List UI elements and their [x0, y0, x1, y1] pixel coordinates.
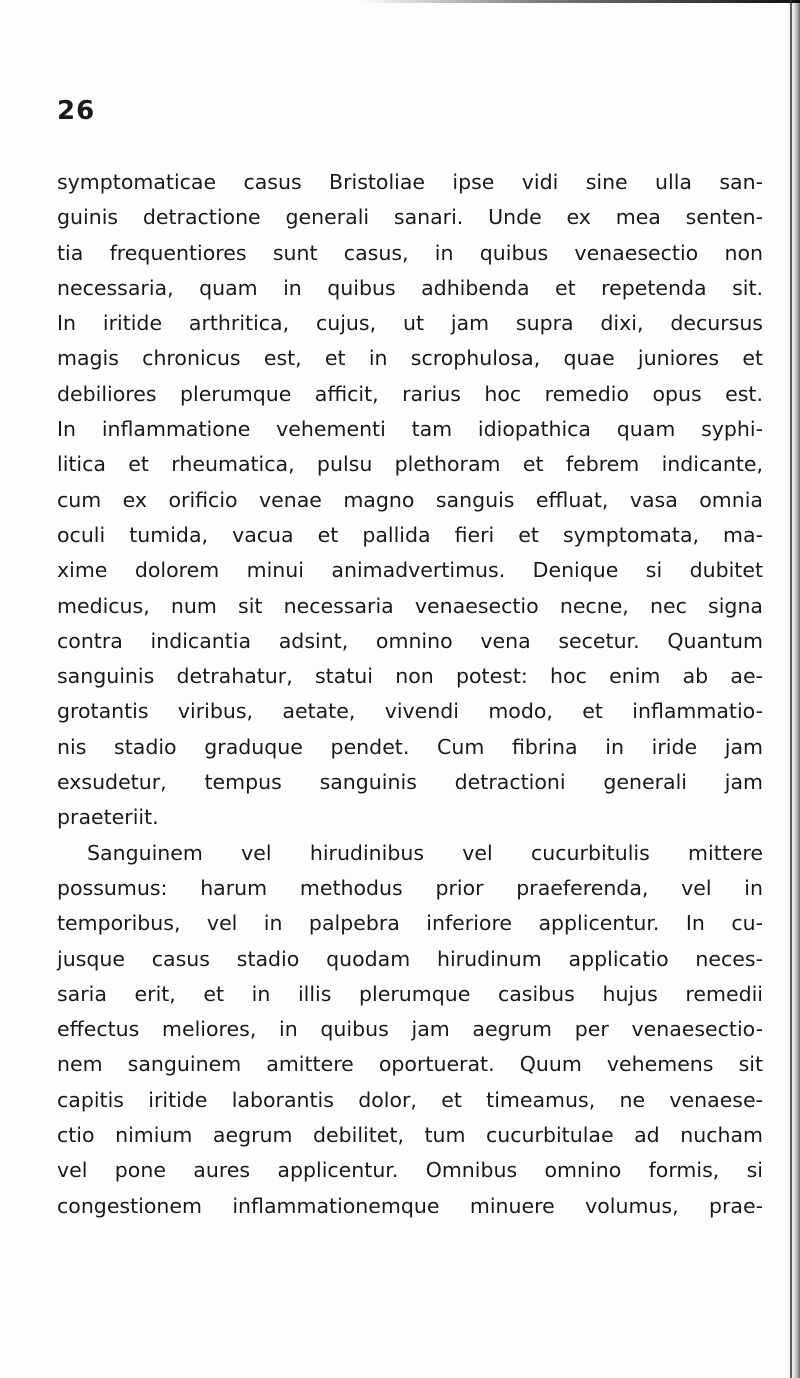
top-edge-shadow [360, 0, 800, 3]
text-line: medicus, num sit necessaria venaesectio necne, nec signa [57, 593, 763, 618]
text-line: litica et rheumatica, pulsu plethoram et febrem indicante, [57, 452, 763, 477]
text-line: praeteriit. [57, 805, 159, 830]
text-line: sanguinis detrahatur, statui non potest: hoc enim ab ae- [57, 664, 763, 689]
body-text [57, 165, 763, 1224]
text-line: exsudetur, tempus sanguinis detractioni generali jam [57, 770, 763, 795]
text-line: xime dolorem minui animadvertimus. Denique si dubitet [57, 558, 763, 583]
text-line: possumus: harum methodus prior praeferenda, vel in [57, 875, 763, 900]
text-line: nis stadio graduque pendet. Cum fibrina in iride jam [57, 734, 763, 759]
text-line: nem sanguinem amittere oportuerat. Quum vehemens sit [57, 1052, 763, 1077]
text-line: effectus meliores, in quibus jam aegrum per venaesectio- [57, 1017, 763, 1042]
text-line: ctio nimium aegrum debilitet, tum cucurbitulae ad nucham [57, 1123, 763, 1148]
text-line: debiliores plerumque afficit, rarius hoc remedio opus est. [57, 381, 763, 406]
text-line: In iritide arthritica, cujus, ut jam supra dixi, decursus [57, 311, 763, 336]
binding-edge-line [790, 0, 792, 1378]
text-line: temporibus, vel in palpebra inferiore applicentur. In cu- [57, 911, 763, 936]
text-line: jusque casus stadio quodam hirudinum applicatio neces- [57, 946, 763, 971]
page-number: 26 [57, 96, 96, 126]
text-line: grotantis viribus, aetate, vivendi modo, et inflammatio- [57, 699, 763, 724]
paragraph-2 [57, 836, 763, 1224]
text-line: tia frequentiores sunt casus, in quibus venaesectio non [57, 240, 763, 265]
paragraph-1 [57, 165, 763, 836]
text-line: Sanguinem vel hirudinibus vel cucurbitulis mittere [87, 840, 763, 865]
text-line: vel pone aures applicentur. Omnibus omnino formis, si [57, 1158, 763, 1183]
text-line: guinis detractione generali sanari. Unde ex mea senten- [57, 205, 763, 230]
text-line: oculi tumida, vacua et pallida fieri et symptomata, ma- [57, 522, 763, 547]
text-line: necessaria, quam in quibus adhibenda et repetenda sit. [57, 275, 763, 300]
text-line: In inflammatione vehementi tam idiopathica quam syphi- [57, 417, 763, 442]
text-line: saria erit, et in illis plerumque casibus hujus remedii [57, 981, 763, 1006]
text-line: magis chronicus est, et in scrophulosa, quae juniores et [57, 346, 763, 371]
text-line: congestionem inflammationemque minuere volumus, prae- [57, 1193, 763, 1218]
binding-shadow [786, 0, 800, 1378]
text-line: contra indicantia adsint, omnino vena secetur. Quantum [57, 628, 763, 653]
text-line: symptomaticae casus Bristoliae ipse vidi sine ulla san- [57, 170, 763, 194]
text-line: capitis iritide laborantis dolor, et timeamus, ne venaese- [57, 1087, 763, 1112]
text-line: cum ex orificio venae magno sanguis effluat, vasa omnia [57, 487, 763, 512]
